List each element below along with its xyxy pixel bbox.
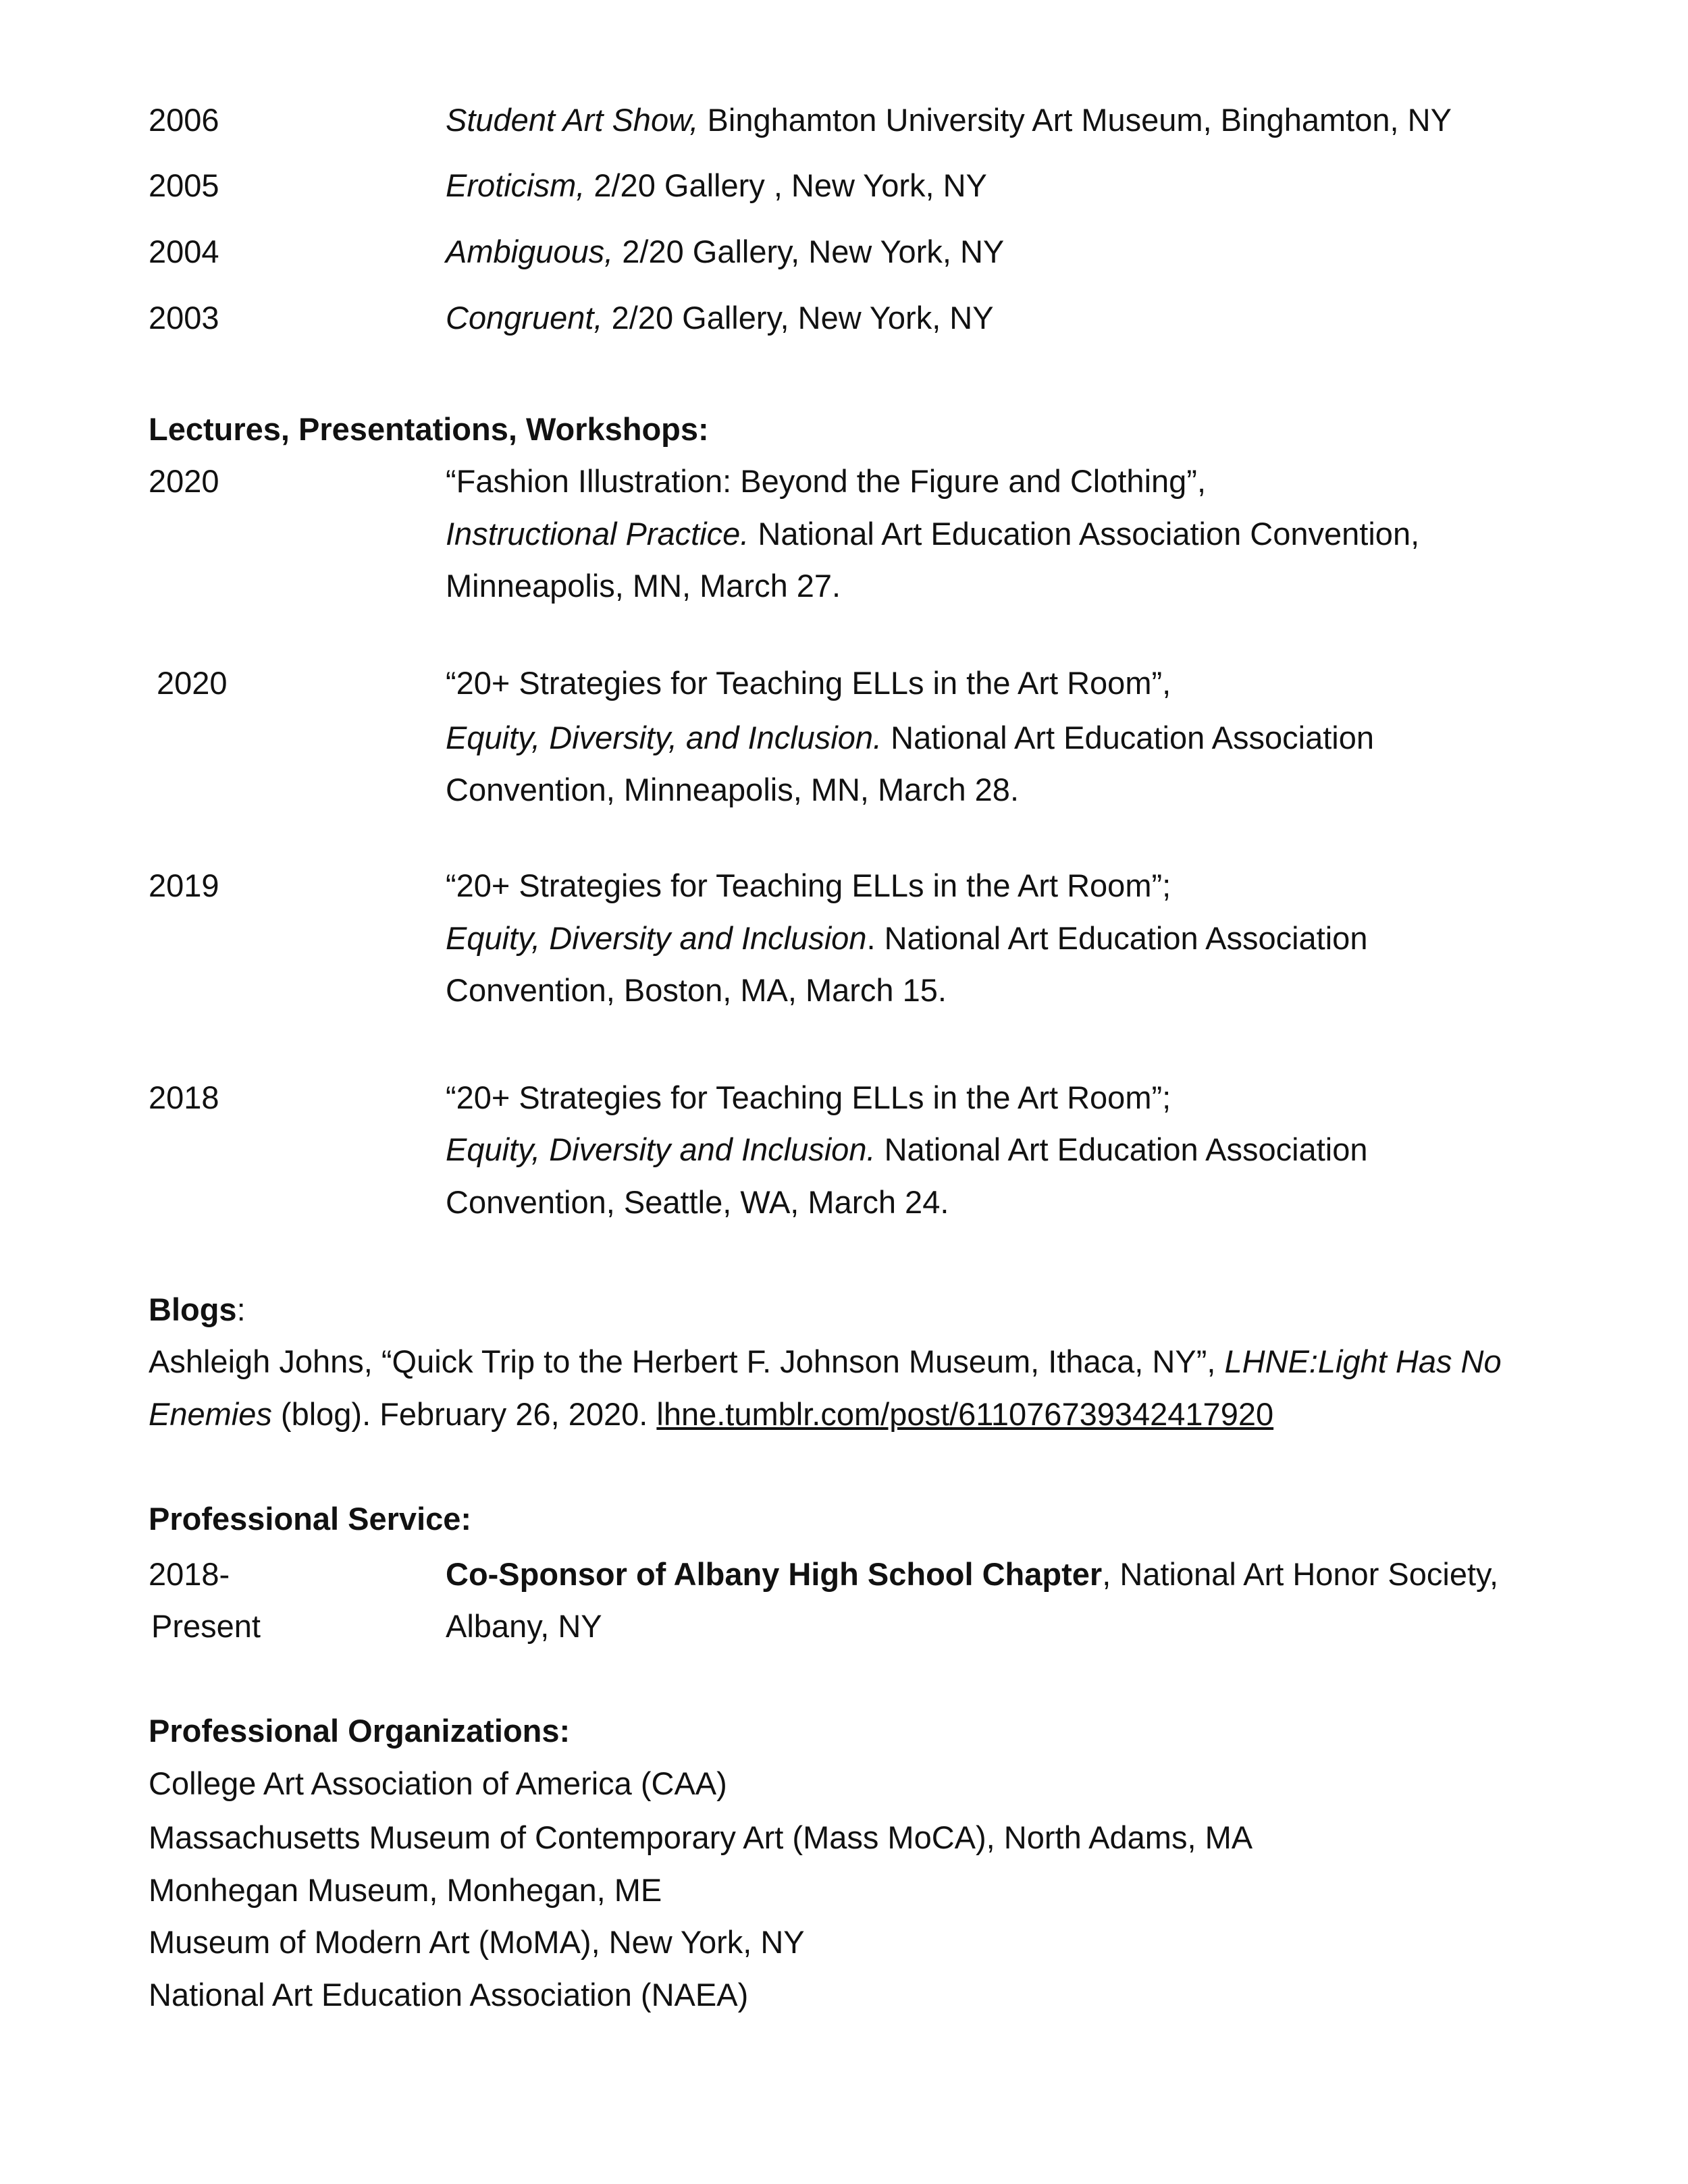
lecture-year: 2018 bbox=[149, 1080, 219, 1115]
lecture-title: “Fashion Illustration: Beyond the Figure and Clothing”, bbox=[446, 463, 1207, 499]
organization-item: Museum of Modern Art (MoMA), New York, NY bbox=[149, 1924, 805, 1960]
blog-link[interactable]: lhne.tumblr.com/post/611076739342417920 bbox=[656, 1396, 1274, 1432]
lecture-year: 2020 bbox=[157, 665, 228, 701]
lecture-venue: Instructional Practice. National Art Education Association Convention, bbox=[446, 516, 1420, 552]
exhibition-details: 2/20 Gallery, New York, NY bbox=[613, 234, 1005, 269]
organization-item: College Art Association of America (CAA) bbox=[149, 1765, 727, 1801]
lecture-title: “20+ Strategies for Teaching ELLs in the Art Room”, bbox=[446, 665, 1171, 701]
exhibition-entry bbox=[446, 298, 994, 338]
exhibition-year: 2006 bbox=[149, 102, 219, 138]
exhibition-entry bbox=[446, 100, 1452, 140]
exhibition-details: 2/20 Gallery, New York, NY bbox=[602, 300, 994, 336]
blog-title: LHNE:Light Has No Enemies bbox=[149, 1343, 1502, 1432]
organization-item: Monhegan Museum, Monhegan, ME bbox=[149, 1872, 662, 1908]
exhibition-year: 2004 bbox=[149, 234, 219, 269]
exhibition-title: Eroticism, bbox=[446, 167, 585, 203]
blogs-heading-line: Blogs: bbox=[149, 1291, 246, 1327]
service-role: Co-Sponsor of Albany High School Chapter bbox=[446, 1556, 1103, 1592]
organizations-heading: Professional Organizations: bbox=[149, 1713, 571, 1749]
lecture-category: Equity, Diversity and Inclusion. bbox=[446, 1131, 876, 1167]
exhibition-details: Binghamton University Art Museum, Binghamton, NY bbox=[698, 102, 1452, 138]
blogs-heading: Blogs bbox=[149, 1291, 237, 1327]
exhibition-year: 2005 bbox=[149, 167, 219, 203]
lecture-year: 2020 bbox=[149, 463, 219, 499]
service-heading: Professional Service: bbox=[149, 1501, 472, 1537]
service-year-start: 2018- bbox=[149, 1556, 230, 1592]
lecture-location: Convention, Boston, MA, March 15. bbox=[446, 972, 947, 1008]
exhibition-title: Student Art Show, bbox=[446, 102, 699, 138]
lecture-category: Equity, Diversity and Inclusion bbox=[446, 920, 867, 956]
lectures-heading: Lectures, Presentations, Workshops: bbox=[149, 411, 709, 447]
service-year-end: Present bbox=[151, 1608, 261, 1644]
service-entry: Co-Sponsor of Albany High School Chapter, National Art Honor Society, bbox=[446, 1556, 1499, 1592]
exhibition-title: Congruent, bbox=[446, 300, 603, 336]
organization-item: National Art Education Association (NAEA) bbox=[149, 1977, 749, 2013]
exhibition-entry bbox=[446, 165, 987, 206]
exhibition-entry bbox=[446, 232, 1004, 272]
exhibition-year: 2003 bbox=[149, 300, 219, 336]
blog-entry: Ashleigh Johns, “Quick Trip to the Herbert F. Johnson Museum, Ithaca, NY”, LHNE:Light Has No Enemies (blog). February 26, 2020. lhne.tumblr.com/post/611076739342417920 bbox=[149, 1343, 1502, 1432]
exhibition-details: 2/20 Gallery , New York, NY bbox=[585, 167, 987, 203]
lecture-venue: Equity, Diversity and Inclusion. National Art Education Association bbox=[446, 920, 1368, 956]
organization-item: Massachusetts Museum of Contemporary Art (Mass MoCA), North Adams, MA bbox=[149, 1819, 1253, 1855]
lecture-location: Convention, Minneapolis, MN, March 28. bbox=[446, 772, 1020, 807]
lecture-category: Equity, Diversity, and Inclusion. bbox=[446, 720, 882, 755]
lecture-venue: Equity, Diversity and Inclusion. National Art Education Association bbox=[446, 1131, 1368, 1167]
lecture-title: “20+ Strategies for Teaching ELLs in the Art Room”; bbox=[446, 1080, 1171, 1115]
lecture-location: Convention, Seattle, WA, March 24. bbox=[446, 1184, 949, 1220]
lecture-location: Minneapolis, MN, March 27. bbox=[446, 568, 841, 604]
lecture-year: 2019 bbox=[149, 868, 219, 903]
lecture-venue: Equity, Diversity, and Inclusion. National Art Education Association bbox=[446, 720, 1375, 755]
service-location: Albany, NY bbox=[446, 1608, 602, 1644]
exhibition-title: Ambiguous, bbox=[446, 234, 614, 269]
lecture-title: “20+ Strategies for Teaching ELLs in the Art Room”; bbox=[446, 868, 1171, 903]
lecture-category: Instructional Practice. bbox=[446, 516, 749, 552]
